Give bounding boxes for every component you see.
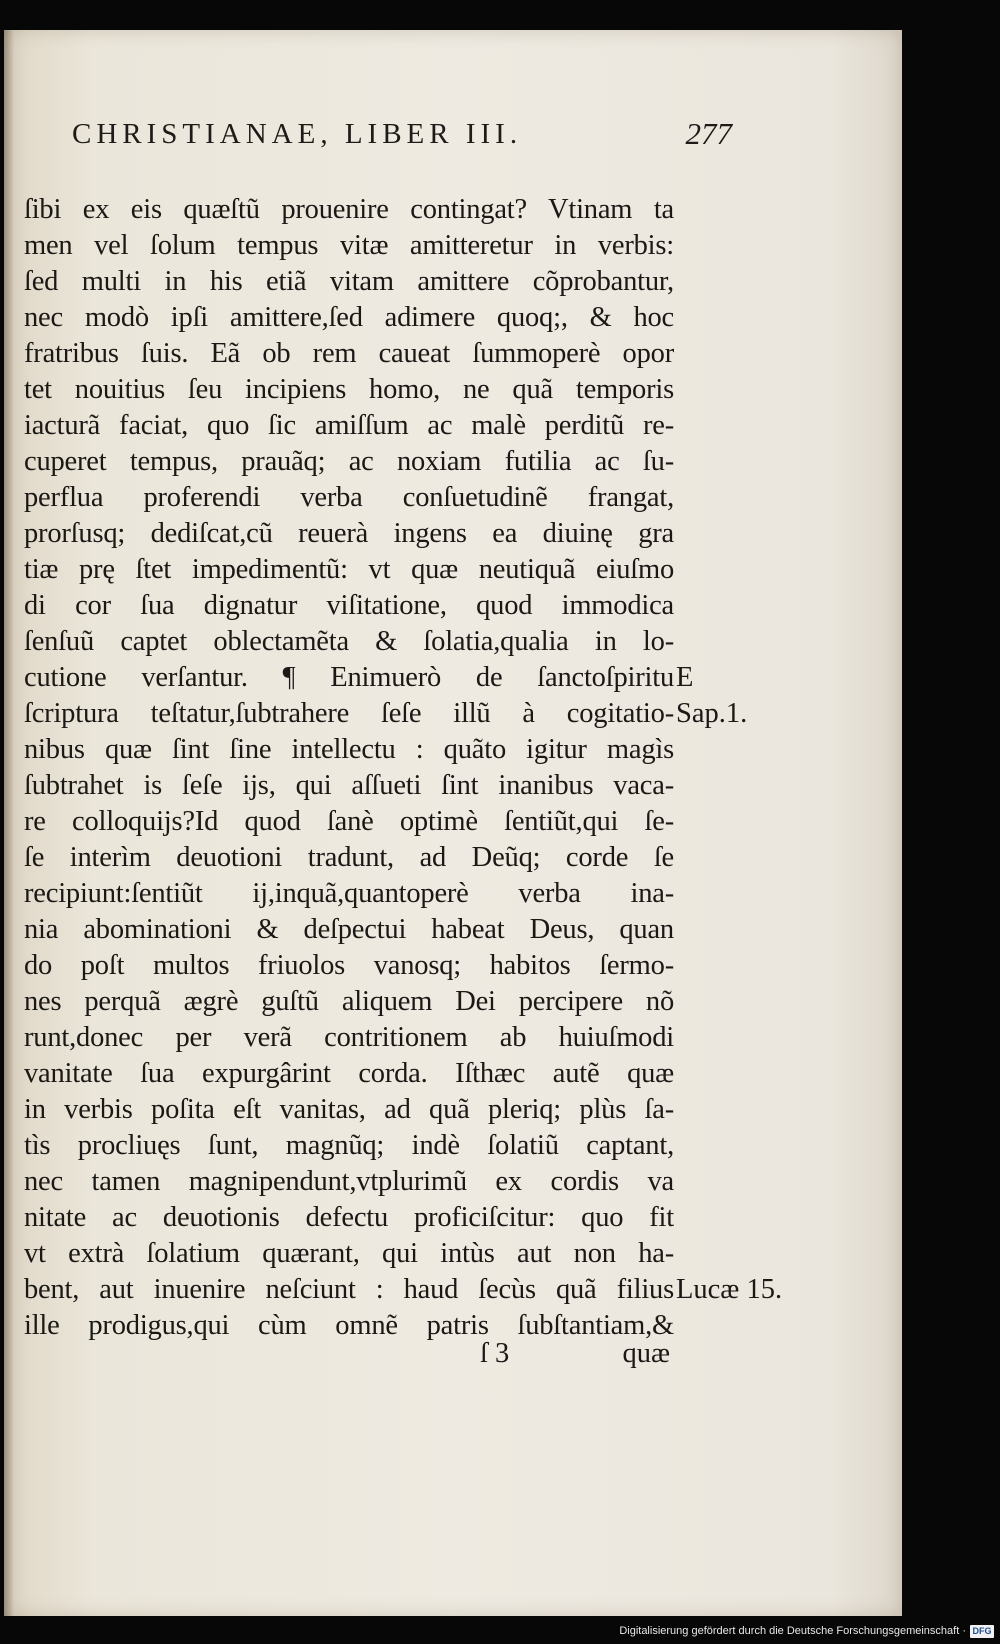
text-line: ſenſuũ captet oblectamẽta & ſolatia,qualia in lo- [24, 626, 674, 657]
text-line: nibus quæ ſint ſine intellectu : quãto igitur magìs [24, 734, 674, 765]
text-line: ſcriptura teſtatur,ſubtrahere ſeſe illũ à cogitatio- [24, 698, 674, 729]
page-gutter-shadow [4, 30, 14, 1616]
text-line: cuperet tempus, prauãq; ac noxiam futilia ac ſu- [24, 446, 674, 477]
text-line: ſibi ex eis quæſtũ prouenire contingat? Vtinam ta [24, 194, 674, 225]
text-line: runt,donec per verã contritionem ab huiuſmodi [24, 1022, 674, 1053]
text-line: nec tamen magnipendunt,vtplurimũ ex cordis va [24, 1166, 674, 1197]
text-line: cutione verſantur. ¶ Enimuerò de ſanctoſpiritu [24, 662, 674, 693]
margin-note: E [676, 662, 694, 693]
catchword: quæ [622, 1338, 670, 1369]
text-line: re colloquijs?Id quod ſanè optimè ſentiũt,qui ſe- [24, 806, 674, 837]
text-line: nitate ac deuotionis defectu proficiſcitur: quo fit [24, 1202, 674, 1233]
text-line: men vel ſolum tempus vitæ amitteretur in verbis: [24, 230, 674, 261]
text-line: tet nouitius ſeu incipiens homo, ne quã temporis [24, 374, 674, 405]
dfg-logo-icon: DFG [970, 1625, 994, 1638]
signature-line [480, 1336, 670, 1372]
text-line: ſe interìm deuotioni tradunt, ad Deũq; corde ſe [24, 842, 674, 873]
margin-note: Sap.1. [676, 698, 748, 729]
text-line: recipiunt:ſentiũt ij,inquã,quantoperè verba ina- [24, 878, 674, 909]
digitization-credit [619, 1622, 994, 1640]
text-line: do poſt multos friuolos vanosq; habitos ſermo- [24, 950, 674, 981]
credit-text: Digitalisierung gefördert durch die Deutsche Forschungsgemeinschaft · [619, 1625, 966, 1637]
text-line: tiæ prę ſtet impedimentũ: vt quæ neutiquã eiuſmo [24, 554, 674, 585]
text-line: perflua proferendi verba conſuetudinẽ frangat, [24, 482, 674, 513]
text-line: vanitate ſua expurgârint corda. Iſthæc autẽ quæ [24, 1058, 674, 1089]
text-line: di cor ſua dignatur viſitatione, quod immodica [24, 590, 674, 621]
text-line: nes perquã ægrè guſtũ aliquem Dei percipere nõ [24, 986, 674, 1017]
main-text-block [24, 192, 674, 1344]
text-line: nec modò ipſi amittere,ſed adimere quoq;, & hoc [24, 302, 674, 333]
text-line: fratribus ſuis. Eã ob rem caueat ſummoperè opor [24, 338, 674, 369]
text-line: ſed multi in his etiã vitam amittere cõprobantur, [24, 266, 674, 297]
text-line: vt extrà ſolatium quærant, qui intùs aut non ha- [24, 1238, 674, 1269]
signature-mark: ſ 3 [480, 1338, 510, 1369]
text-line: prorſusq; dediſcat,cũ reuerà ingens ea diuinę gra [24, 518, 674, 549]
text-line: bent, aut inuenire neſciunt : haud ſecùs quã filius [24, 1274, 674, 1305]
running-head [72, 114, 732, 154]
text-line: iacturã faciat, quo ſic amiſſum ac malè perditũ re- [24, 410, 674, 441]
text-line: ille prodigus,qui cùm omnẽ patris ſubſtantiam,& [24, 1310, 674, 1341]
text-line: ſubtrahet is ſeſe ijs, qui aſſueti ſint inanibus vaca- [24, 770, 674, 801]
text-line: nia abominationi & deſpectui habeat Deus, quan [24, 914, 674, 945]
page-number: 277 [685, 116, 732, 151]
text-line: tìs procliuęs ſunt, magnũq; indè ſolatiũ captant, [24, 1130, 674, 1161]
text-line: in verbis poſita eſt vanitas, ad quã pleriq; plùs ſa- [24, 1094, 674, 1125]
margin-note: Lucæ 15. [676, 1274, 783, 1305]
running-head-title: CHRISTIANAE, LIBER III. [72, 118, 523, 150]
